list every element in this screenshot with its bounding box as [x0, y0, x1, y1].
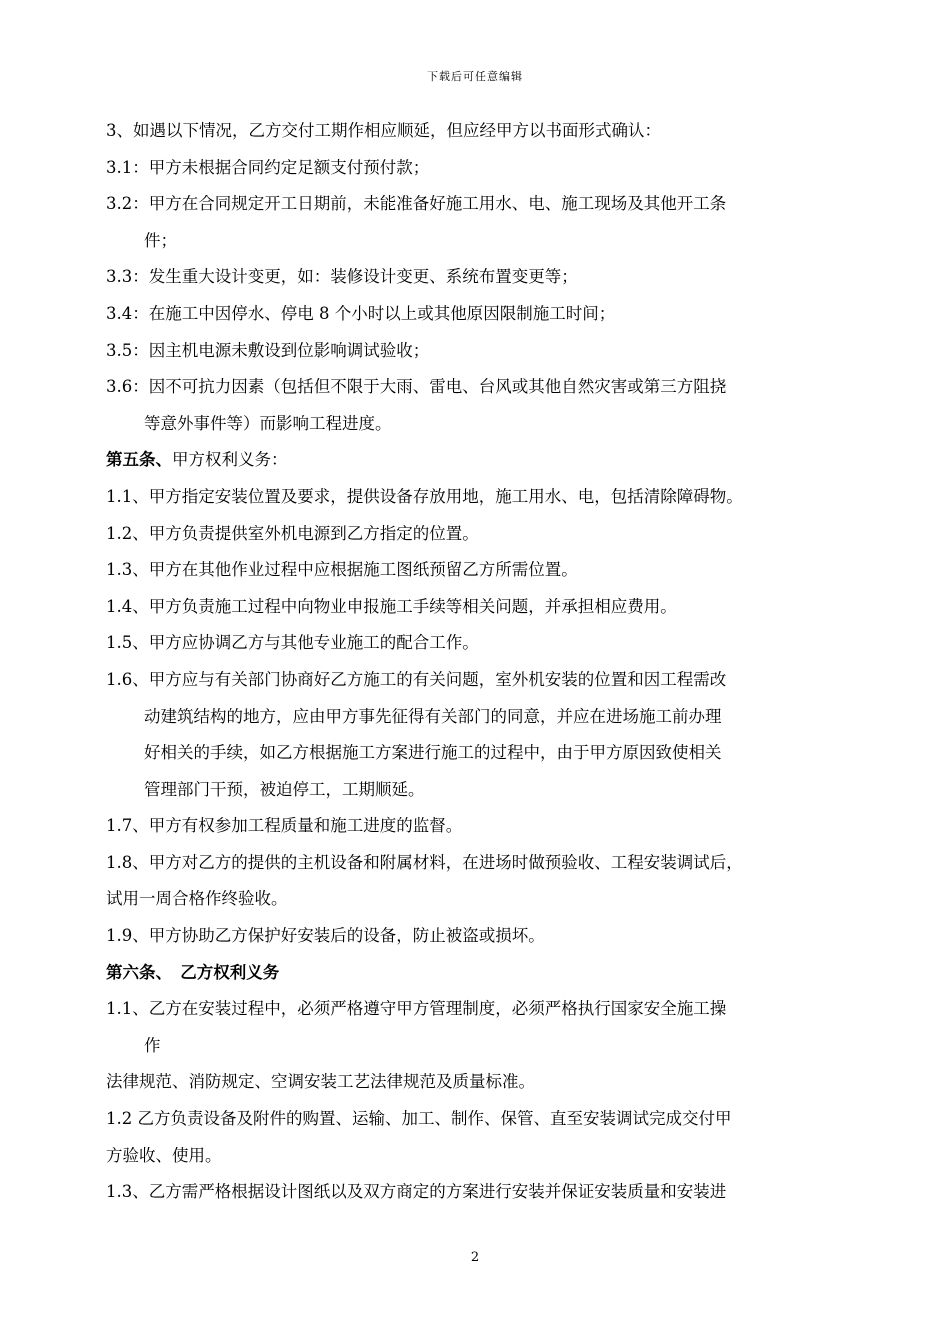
- text-line: 3.2：甲方在合同规定开工日期前，未能准备好施工用水、电、施工现场及其他开工条: [106, 194, 727, 214]
- text-line: 等意外事件等）而影响工程进度。: [144, 413, 392, 433]
- text-line: 3.3：发生重大设计变更，如：装修设计变更、系统布置变更等；: [106, 267, 578, 287]
- text-line: 1.3、乙方需严格根据设计图纸以及双方商定的方案进行安装并保证安装质量和安装进: [106, 1182, 727, 1202]
- text-line: 1.1、乙方在安装过程中，必须严格遵守甲方管理制度，必须严格执行国家安全施工操: [106, 999, 727, 1019]
- document-body: [106, 113, 851, 1211]
- header-note: 下载后可任意编辑: [427, 70, 523, 83]
- text-line: 好相关的手续，如乙方根据施工方案进行施工的过程中，由于甲方原因致使相关: [144, 743, 722, 763]
- text-line: 1.2 乙方负责设备及附件的购置、运输、加工、制作、保管、直至安装调试完成交付甲: [106, 1109, 732, 1129]
- heading-text: 甲方权利义务：: [172, 450, 288, 470]
- text-line: 1.5、甲方应协调乙方与其他专业施工的配合工作。: [106, 633, 479, 653]
- heading-label: 第六条、 乙方权利义务: [106, 962, 280, 982]
- text-line: 试用一周合格作终验收。: [106, 889, 288, 909]
- text-line: 3.6：因不可抗力因素（包括但不限于大雨、雷电、台风或其他自然灾害或第三方阻挠: [106, 377, 727, 397]
- text-line: 作: [144, 1035, 161, 1055]
- text-line: 管理部门干预，被迫停工，工期顺延。: [144, 779, 425, 799]
- text-line: 1.9、甲方协助乙方保护好安装后的设备，防止被盗或损坏。: [106, 926, 545, 946]
- text-line: 1.1、甲方指定安装位置及要求，提供设备存放用地，施工用水、电，包括清除障碍物。: [106, 486, 743, 506]
- text-line: 1.3、甲方在其他作业过程中应根据施工图纸预留乙方所需位置。: [106, 560, 578, 580]
- text-line: 3.1：甲方未根据合同约定足额支付预付款；: [106, 157, 430, 177]
- text-line: 1.4、甲方负责施工过程中向物业申报施工手续等相关问题，并承担相应费用。: [106, 596, 677, 616]
- text-line: 1.2、甲方负责提供室外机电源到乙方指定的位置。: [106, 523, 479, 543]
- text-line: 件；: [144, 230, 177, 250]
- text-line: 3.4：在施工中因停水、停电 8 个小时以上或其他原因限制施工时间；: [106, 303, 616, 323]
- text-line: 3.5：因主机电源未敷设到位影响调试验收；: [106, 340, 430, 360]
- text-line: 1.8、甲方对乙方的提供的主机设备和附属材料，在进场时做预验收、工程安装调试后，: [106, 852, 743, 872]
- text-line: 法律规范、消防规定、空调安装工艺法律规范及质量标准。: [106, 1072, 535, 1092]
- section-heading: [106, 955, 851, 992]
- text-line: 动建筑结构的地方，应由甲方事先征得有关部门的同意，并应在进场施工前办理: [144, 706, 722, 726]
- page-number: 2: [470, 1250, 480, 1265]
- section-heading: [106, 442, 851, 479]
- text-line: 方验收、使用。: [106, 1145, 222, 1165]
- text-line: 1.7、甲方有权参加工程质量和施工进度的监督。: [106, 816, 463, 836]
- text-line: 3、如遇以下情况，乙方交付工期作相应顺延，但应经甲方以书面形式确认：: [106, 121, 661, 140]
- heading-label: 第五条、: [106, 450, 172, 470]
- text-line: 1.6、甲方应与有关部门协商好乙方施工的有关问题，室外机安装的位置和因工程需改: [106, 669, 727, 689]
